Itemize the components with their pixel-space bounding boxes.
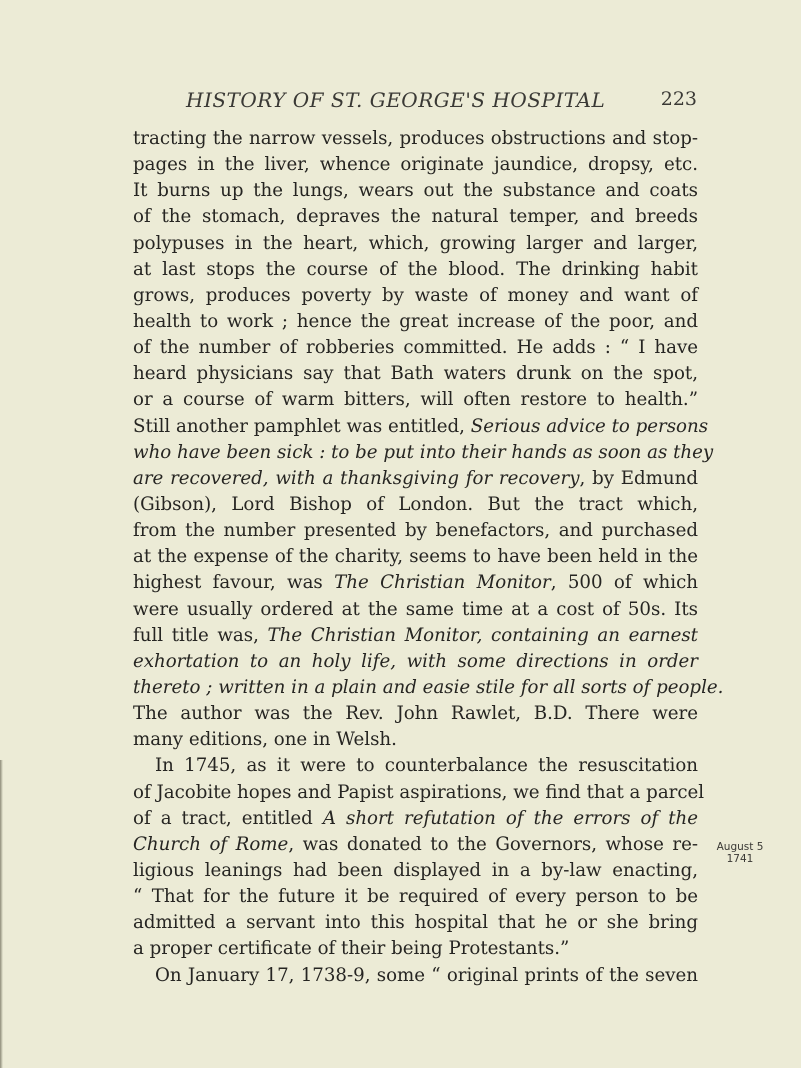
text-segment: “ That for the future it be required of every person to be	[133, 886, 698, 908]
margin-note-line: August 5	[716, 841, 764, 853]
text-segment: In 1745, as it were to counterbalance the resuscitation	[155, 755, 698, 777]
text-segment: ligious leanings had been displayed in a by-law enacting,	[133, 859, 698, 881]
text-line	[133, 963, 698, 989]
text-segment: of the number of robberies committed. He adds : “ I have	[133, 337, 698, 359]
italic-title-segment: thereto ; written in a plain and easie stile for all sorts of people.	[133, 676, 724, 698]
text-line	[133, 570, 698, 596]
text-line	[133, 701, 698, 727]
text-line	[133, 518, 698, 544]
text-line	[133, 780, 705, 806]
text-line	[133, 753, 698, 779]
text-line	[133, 283, 698, 309]
running-title: HISTORY OF ST. GEORGE'S HOSPITAL	[186, 88, 606, 112]
text-line	[133, 387, 698, 413]
text-segment: polypuses in the heart, which, growing larger and larger,	[133, 232, 698, 254]
body-text	[133, 126, 724, 989]
text-segment: many editions, one in Welsh.	[133, 729, 397, 751]
text-segment: or a course of warm bitters, will often restore to health.”	[133, 389, 698, 411]
italic-title-segment: are recovered, with a thanksgiving for recovery	[133, 467, 580, 489]
text-segment: Still another pamphlet was entitled,	[133, 415, 471, 437]
text-segment: at the expense of the charity, seems to have been held in the	[133, 546, 698, 568]
text-line	[133, 440, 714, 466]
text-segment: highest favour, was	[133, 572, 335, 594]
text-line	[133, 597, 698, 623]
text-line	[133, 257, 698, 283]
italic-title-segment: A short refutation of the errors of the	[322, 807, 698, 829]
text-segment: (Gibson), Lord Bishop of London. But the tract which,	[133, 493, 698, 515]
text-line	[133, 884, 698, 910]
text-line	[133, 727, 698, 753]
margin-note-line: 1741	[726, 853, 754, 865]
text-line	[133, 910, 698, 936]
text-segment: at last stops the course of the blood. The drinking habit	[133, 258, 698, 280]
text-line	[133, 204, 698, 230]
italic-title-segment: The Christian Monitor	[334, 572, 551, 594]
italic-title-segment: The Christian Monitor, containing an earnest	[267, 624, 698, 646]
text-segment: of a tract, entitled	[133, 807, 323, 829]
text-segment: It burns up the lungs, wears out the substance and coats	[133, 180, 698, 202]
text-line	[133, 466, 698, 492]
text-segment: of Jacobite hopes and Papist aspirations, we find that a parcel	[133, 781, 705, 803]
text-segment: pages in the liver, whence originate jaundice, dropsy, etc.	[133, 154, 698, 176]
text-line	[133, 126, 698, 152]
text-line	[133, 544, 698, 570]
text-line	[133, 309, 698, 335]
text-segment: tracting the narrow vessels, produces obstructions and stop-	[133, 128, 698, 149]
text-line	[133, 806, 698, 832]
text-segment: , 500 of which	[550, 572, 698, 594]
text-line	[133, 675, 724, 701]
text-segment: The author was the Rev. John Rawlet, B.D. There were	[133, 703, 698, 725]
text-line	[133, 832, 698, 858]
text-segment: grows, produces poverty by waste of money and want of	[133, 284, 698, 306]
text-segment: health to work ; hence the great increase of the poor, and	[133, 310, 698, 332]
page-fold-shadow	[0, 760, 3, 1068]
text-segment: a proper certificate of their being Protestants.”	[133, 938, 570, 960]
text-line	[133, 623, 698, 649]
text-segment: of the stomach, depraves the natural temper, and breeds	[133, 206, 698, 228]
text-segment: were usually ordered at the same time at a cost of 50s. Its	[133, 598, 698, 620]
italic-title-segment: Church of Rome	[133, 833, 289, 855]
margin-note-date	[710, 841, 770, 865]
text-line	[133, 936, 698, 962]
text-line	[133, 335, 698, 361]
text-segment: heard physicians say that Bath waters drunk on the spot,	[133, 363, 698, 385]
text-line	[133, 178, 698, 204]
text-line	[133, 152, 698, 178]
text-line	[133, 361, 698, 387]
text-line	[133, 649, 698, 675]
text-segment: from the number presented by benefactors, and purchased	[133, 520, 698, 542]
text-segment: On January 17, 1738-9, some “ original prints of the seven	[155, 964, 698, 986]
text-segment: full title was,	[133, 624, 268, 646]
text-line	[133, 492, 698, 518]
text-line	[133, 414, 709, 440]
italic-title-segment: Serious advice to persons	[470, 415, 709, 437]
text-line	[133, 858, 698, 884]
italic-title-segment: exhortation to an holy life, with some directions in order	[133, 650, 698, 672]
text-line	[133, 231, 698, 257]
page-number: 223	[660, 88, 697, 110]
text-segment: admitted a servant into this hospital that he or she bring	[133, 912, 698, 934]
italic-title-segment: who have been sick : to be put into their hands as soon as they	[133, 441, 714, 463]
text-segment: , was donated to the Governors, whose re-	[288, 833, 698, 855]
text-segment: , by Edmund	[579, 467, 698, 489]
